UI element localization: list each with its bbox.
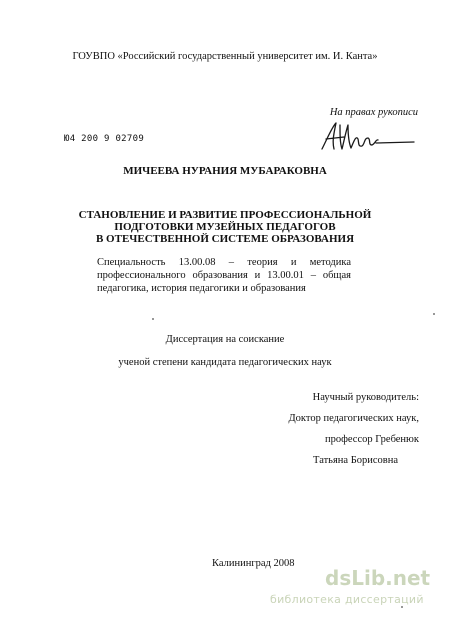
scan-speck	[152, 318, 154, 320]
university-name: ГОУВПО «Российский государственный университет им. И. Канта»	[72, 51, 378, 62]
specialty-line: Специальность 13.00.08 – теория и методика	[97, 257, 351, 268]
specialty-line: профессионального образования и 13.00.01 – общая	[97, 270, 351, 281]
specialty-block	[97, 256, 351, 295]
dissertation-line-1: Диссертация на соискание	[165, 334, 285, 345]
supervisor-label: Научный руководитель:	[312, 392, 419, 403]
scan-speck	[433, 313, 435, 315]
author-signature	[318, 119, 418, 153]
watermark-logo: dsLib.net	[325, 566, 431, 590]
registration-stamp: Ю4 200 9 02709	[64, 134, 145, 144]
scan-speck	[401, 606, 403, 608]
supervisor-degree: Доктор педагогических наук,	[288, 413, 419, 424]
rights-note: На правах рукописи	[329, 107, 418, 118]
watermark-caption: библиотека диссертаций	[270, 593, 424, 606]
title-line: СТАНОВЛЕНИЕ И РАЗВИТИЕ ПРОФЕССИОНАЛЬНОЙ	[78, 209, 372, 221]
supervisor-given-names: Татьяна Борисовна	[313, 455, 398, 466]
dissertation-title	[0, 209, 450, 245]
title-line: В ОТЕЧЕСТВЕННОЙ СИСТЕМЕ ОБРАЗОВАНИЯ	[95, 233, 355, 245]
title-line: ПОДГОТОВКИ МУЗЕЙНЫХ ПЕДАГОГОВ	[114, 221, 336, 233]
supervisor-title-surname: профессор Гребенюк	[324, 434, 419, 445]
author-name: МИЧЕЕВА НУРАНИЯ МУБАРАКОВНА	[123, 165, 327, 177]
city-year: Калининград 2008	[212, 558, 295, 569]
specialty-line: педагогика, история педагогики и образования	[97, 283, 306, 294]
dissertation-line-2: ученой степени кандидата педагогических наук	[118, 357, 332, 368]
